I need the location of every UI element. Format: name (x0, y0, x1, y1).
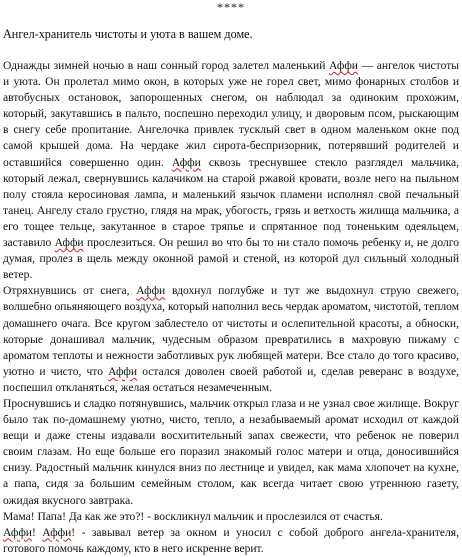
misspelled-word: Аффи (329, 60, 358, 72)
paragraph (3, 509, 459, 525)
misspelled-word: Аффи (108, 365, 138, 378)
document-page (3, 0, 459, 557)
document-body (3, 58, 459, 557)
text-run: — ангелок чистоты и уюта. Он пролетал мимо окон, в которых уже не горел свет, мимо фонарных столбов и автобусных остановок, запорошенных снегом, он наблюдал за одиноким прохожим, который, закутавшись в пальто, поспешно переходил улицу, и дворовым псом, рыскающим в снегу себе пропитание. Ангелочка привлек тусклый свет в одном маленьком окне под самой крышей дома. На чердаке жил сирота-беспризорник, потерявший родителей и оставшийся совершенно один. (3, 60, 459, 169)
paragraph (3, 283, 459, 396)
misspelled-word: Аффи (136, 285, 166, 298)
text-run: остался доволен своей работой и, сделав реверанс в воздухе, поспешил откланяться, желая остаться незамеченным. (3, 365, 459, 394)
document-heading: Ангел-хранитель чистоты и уюта в вашем доме. (3, 27, 253, 41)
section-separator: **** (217, 0, 245, 14)
text-run: Отряхнувшись от снега, (3, 285, 137, 298)
text-run: прослезиться. Он решил во что бы то ни стало помочь ребенку и, не долго думая, пролез в щель между оконной рамой и стеной, из которой дул сильный холодный ветер. (3, 237, 459, 282)
text-run: ! - завывал ветер за окном и уносил с собой доброго ангела-хранителя, готового помочь каждому, кто в него искренне верит. (3, 526, 460, 555)
misspelled-word: Аффи (171, 156, 201, 169)
misspelled-word: Аффи (42, 526, 72, 539)
text-run: Мама! Папа! Да как же это?! - воскликнул мальчик и прослезился от счастья. (3, 510, 383, 523)
misspelled-word: Аффи (3, 526, 32, 539)
text-run: Однажды зимней ночью в наш сонный город залетел маленький (3, 60, 329, 72)
text-run: Проснувшись и сладко потянувшись, мальчик открыл глаза и не узнал свое жилище. Вокруг было так по-домашнему уютно, чисто, тепло, а незабываемый аромат исходил от каждой вещи и даже стены издавали восхитительный запах свежести, что ребенок не поверил своим глазам. Но еще больше его поразил знакомый голос матери и отца, доносившийся снизу. Радостный мальчик кинулся вниз по лестнице и увидел, как мама хлопочет на кухне, а папа, сидя за большим семейным столом, как всегда читает свою утреннюю газету, ожидая вкусного завтрака. (3, 397, 459, 507)
text-run: ! (31, 526, 43, 539)
text-run: сквозь треснувшее стекло разглядел мальчика, который лежал, свернувшись калачиком на старой ржавой кровати, возле него на пыльном полу стояла керосиновая лампа, и маленький язычок пламени исполнял свой печальный танец. Ангелу стало грустно, глядя на мрак, убогость, грязь и ветхость жилища мальчика, а его тощее тельце, закутанное в старое тряпье и спрятанное под тоненьким одеяльцем, заставило (3, 156, 459, 250)
misspelled-word: Аффи (54, 237, 84, 250)
text-run: вдохнул поглубже и тут же выдохнул струю свежего, волшебно опьяняющего воздуха, который наполнил весь чердак ароматом, чистотой, теплом домашнего очага. Все кругом заблестело от чистоты и ослепительной красоты, а обноски, которые донашивал мальчик, чудесным образом превратились в махровую пижаму с ароматом теплоты и нежности заботливых рук любящей матери. Все стало до того красиво, уютно и чисто, что (3, 285, 459, 378)
paragraph (3, 58, 459, 283)
paragraph (3, 396, 459, 509)
